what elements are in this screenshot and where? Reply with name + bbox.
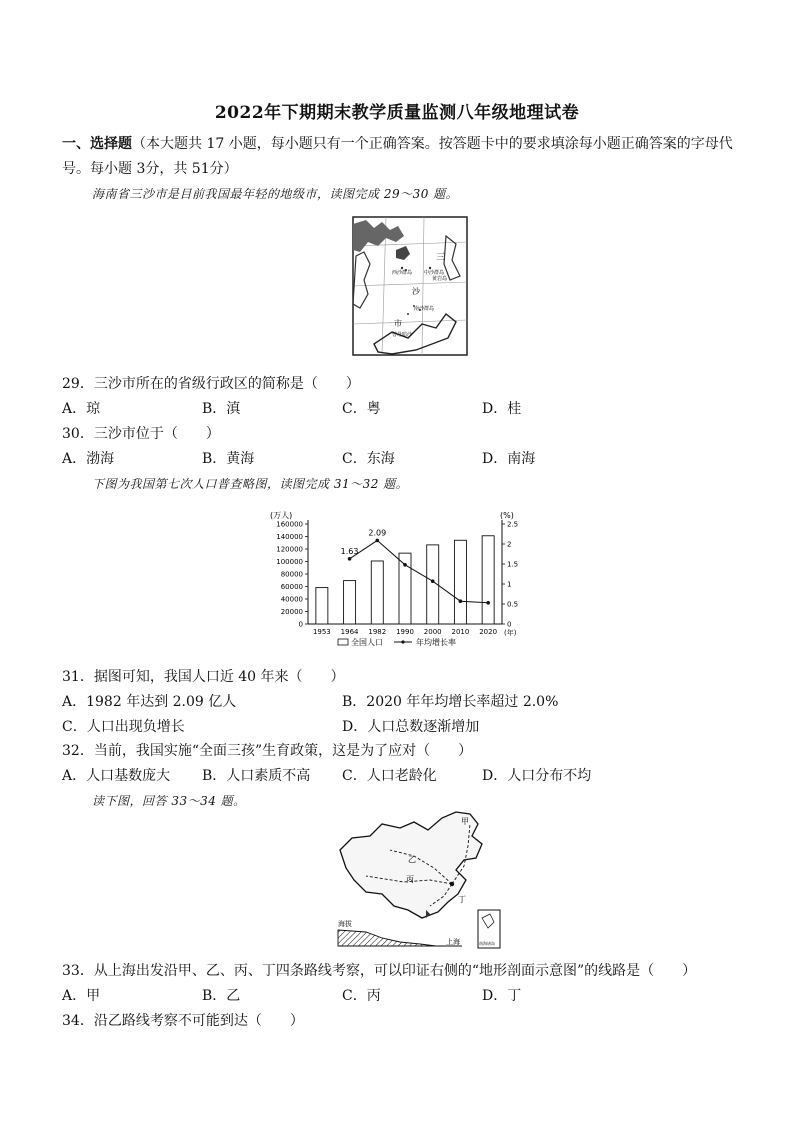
section-heading: 一、选择题 (62, 136, 132, 152)
intro-31-32: 下图为我国第七次人口普查略图，读图完成 31～32 题。 (92, 477, 409, 491)
chart-x-unit: (年) (504, 629, 517, 637)
q33-stem: 33．从上海出发沿甲、乙、丙、丁四条路线考察，可以印证右侧的“地形剖面示意图”的线路是（ ） (62, 963, 697, 979)
q29-option-a[interactable]: A．琼 (62, 401, 101, 417)
q30-option-b[interactable]: B．黄海 (202, 451, 255, 467)
map-label-shi: 市 (394, 319, 402, 328)
bar-1964 (344, 581, 356, 624)
growth-rate-point-1990 (403, 563, 407, 567)
x-tick-label: 2000 (423, 628, 442, 636)
q29-option-b[interactable]: B．滇 (202, 401, 241, 417)
legend-line-dot (401, 640, 404, 643)
legend-bar-swatch (338, 639, 348, 645)
left-tick-label: 160000 (276, 520, 303, 529)
left-tick-label: 60000 (280, 583, 303, 591)
route-label-bing: 丙 (406, 875, 414, 884)
q32-option-c[interactable]: C．人口老龄化 (342, 768, 437, 784)
growth-rate-line (350, 540, 489, 602)
route-label-yi: 乙 (408, 855, 416, 864)
x-tick-label: 1964 (340, 628, 359, 636)
rate-data-label: 1.63 (340, 546, 359, 556)
bar-1953 (316, 588, 328, 624)
q31-stem: 31．据图可知，我国人口近 40 年来（ ） (62, 669, 345, 685)
left-tick-label: 40000 (280, 595, 303, 604)
right-tick-label: 2 (507, 540, 512, 549)
left-tick-label: 120000 (276, 545, 303, 554)
right-tick-label: 1.5 (507, 560, 519, 569)
intro-29-30: 海南省三沙市是目前我国最年轻的地级市，读图完成 29～30 题。 (92, 187, 459, 201)
right-tick-label: 0.5 (507, 600, 519, 609)
x-tick-label: 1982 (368, 628, 387, 636)
map-label-sha: 沙 (412, 287, 420, 296)
q33-option-b[interactable]: B．乙 (202, 988, 241, 1004)
map-label-huangyan: 黄岩岛 (432, 276, 448, 282)
q32-option-b[interactable]: B．人口素质不高 (202, 768, 311, 784)
bar-1982 (371, 561, 383, 624)
q34-stem: 34．沿乙路线考察不可能到达（ ） (62, 1013, 304, 1029)
chart-left-unit: (万人) (270, 511, 293, 520)
q31-option-d[interactable]: D．人口总数逐渐增加 (342, 719, 480, 735)
map-label-zengmu: 曾母暗沙 (392, 332, 413, 338)
inset-label: 南海诸岛 (479, 941, 495, 946)
q30-option-c[interactable]: C．东海 (342, 451, 395, 467)
route-label-jia: 甲 (461, 817, 469, 826)
right-tick-label: 0 (507, 620, 512, 629)
legend-bar-label: 全国人口 (351, 638, 383, 647)
china-route-map (330, 810, 506, 952)
q33-option-a[interactable]: A．甲 (62, 988, 101, 1004)
growth-rate-point-1964 (348, 557, 352, 561)
right-tick-label: 2.5 (507, 520, 519, 529)
right-tick-label: 1 (507, 580, 512, 589)
q30-option-d[interactable]: D．南海 (482, 451, 536, 467)
map-label-nansha: 南沙群岛 (414, 306, 435, 312)
x-tick-label: 1990 (396, 628, 414, 636)
left-tick-label: 100000 (276, 558, 303, 566)
section-desc-2: 号。每小题 3分，共 51分） (62, 161, 238, 177)
q29-option-d[interactable]: D．桂 (482, 401, 522, 417)
q33-option-c[interactable]: C．丙 (342, 988, 381, 1004)
q31-option-c[interactable]: C．人口出现负增长 (62, 719, 185, 735)
population-chart (262, 508, 530, 650)
profile-label-haiba: 海拔 (338, 920, 352, 928)
growth-rate-point-2010 (459, 599, 463, 603)
left-tick-label: 0 (298, 620, 303, 629)
section-desc-1: （本大题共 17 小题，每小题只有一个正确答案。按答题卡中的要求填涂每小题正确答案的字母代 (132, 136, 733, 152)
map-label-xisha: 西沙群岛 (392, 270, 413, 276)
q30-stem: 30．三沙市位于（ ） (62, 426, 220, 442)
page-title: 2022年下期期末教学质量监测八年级地理试卷 (214, 103, 580, 123)
shanghai-point (450, 882, 454, 886)
sansha-map (352, 216, 468, 356)
section-line-1 (62, 133, 733, 153)
q29-stem: 29．三沙市所在的省级行政区的简称是（ ） (62, 376, 360, 392)
q32-option-a[interactable]: A．人口基数庞大 (62, 768, 171, 784)
q31-option-a[interactable]: A．1982 年达到 2.09 亿人 (62, 694, 237, 710)
left-tick-label: 20000 (280, 608, 303, 616)
chart-right-unit: (%) (500, 511, 514, 520)
bar-2010 (454, 540, 466, 624)
map-label-san: 三 (436, 253, 446, 263)
q33-option-d[interactable]: D．丁 (482, 988, 522, 1004)
left-tick-label: 140000 (276, 533, 303, 541)
q31-option-b[interactable]: B．2020 年年均增长率超过 2.0% (342, 694, 559, 710)
profile-label-shanghai: 上海 (446, 938, 460, 946)
x-tick-label: 2010 (451, 628, 470, 636)
q32-stem: 32．当前，我国实施“全面三孩”生育政策，这是为了应对（ ） (62, 743, 473, 759)
left-tick-label: 80000 (280, 570, 303, 579)
x-tick-label: 1953 (312, 628, 331, 636)
q30-option-a[interactable]: A．渤海 (62, 451, 115, 467)
growth-rate-point-2000 (431, 579, 435, 583)
map-label-zhongsha: 中沙群岛 (424, 270, 445, 276)
q29-option-c[interactable]: C．粤 (342, 401, 381, 417)
route-label-ding: 丁 (458, 895, 466, 904)
intro-33-34: 读下图，回答 33～34 题。 (92, 794, 246, 808)
q32-option-d[interactable]: D．人口分布不均 (482, 768, 592, 784)
bar-2020 (482, 536, 494, 624)
x-tick-label: 2020 (479, 628, 498, 636)
growth-rate-point-1982 (375, 539, 379, 543)
legend-line-label: 年均增长率 (416, 638, 456, 647)
growth-rate-point-2020 (486, 601, 490, 605)
terrain-profile (338, 930, 436, 946)
rate-data-label: 2.09 (368, 528, 387, 538)
